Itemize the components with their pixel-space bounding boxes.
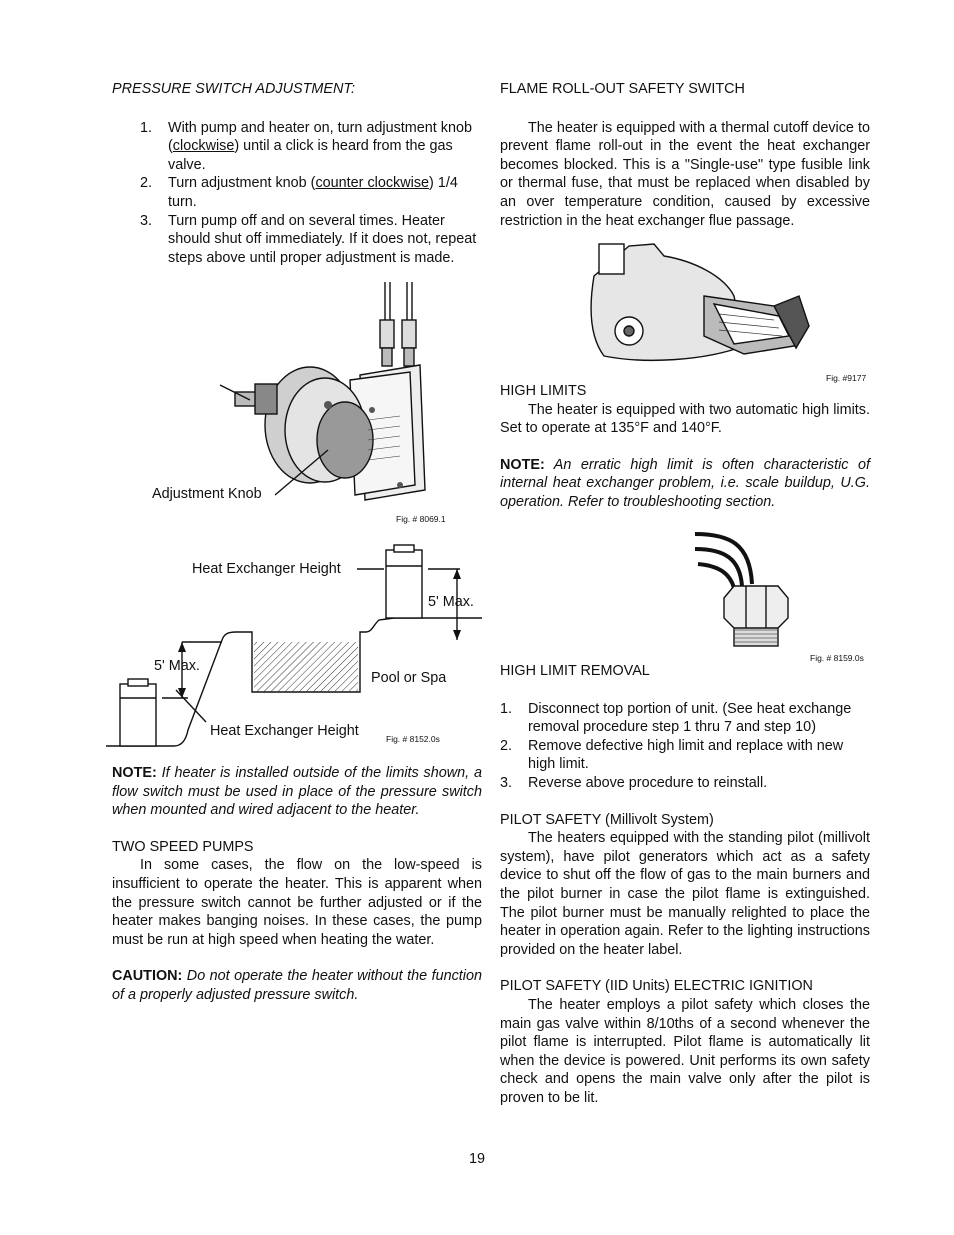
figure-number: Fig. # 8152.0s bbox=[386, 734, 440, 744]
left-column bbox=[112, 80, 482, 267]
high-limit-note: NOTE: An erratic high limit is often characteristic of internal heat exchanger problem, i.e. scale buildup, U.G. operation. Refer to troubleshooting section. bbox=[500, 456, 870, 510]
pressure-steps-list bbox=[112, 119, 482, 268]
pilot-iid-heading: PILOT SAFETY (IID Units) ELECTRIC IGNITION bbox=[500, 978, 813, 995]
heat-exchanger-height-bottom-label: Heat Exchanger Height bbox=[210, 723, 359, 739]
thermal-cutoff-figure bbox=[584, 236, 872, 382]
high-limits-text: The heater is equipped with two automatic high limits. Set to operate at 135°F and 140°F. bbox=[500, 401, 870, 437]
list-item: 2. Remove defective high limit and replace with new high limit. bbox=[500, 737, 844, 773]
list-item: 3. Reverse above procedure to reinstall. bbox=[500, 774, 768, 791]
pool-or-spa-label: Pool or Spa bbox=[371, 670, 447, 686]
pilot-iid-text: The heater employs a pilot safety which closes the main gas valve within 8/10ths of a second whenever the pilot flame is interrupted. Pilot flame is automatically lit when the device is powered. Unit performs its own safety check and opens the main valve only after the pilot is proven to be lit. bbox=[500, 996, 870, 1106]
flame-rollout-heading: FLAME ROLL-OUT SAFETY SWITCH bbox=[500, 81, 745, 97]
pressure-switch-figure bbox=[150, 280, 480, 525]
page-number: 19 bbox=[468, 1151, 485, 1167]
pressure-switch-heading: PRESSURE SWITCH ADJUSTMENT: bbox=[112, 81, 356, 97]
flame-rollout-text: The heater is equipped with a thermal cutoff device to prevent flame roll-out in the event the heat exchanger becomes blocked. This is a "Single-use" type fusible link or thermal fuse, that must be replaced when disabled by an over temperature condition, caused by excessive restriction in the heat exchanger flue passage. bbox=[500, 119, 870, 229]
list-item: 1. With pump and heater on, turn adjustment knob (clockwise) until a click is heard from the gas valve. bbox=[140, 119, 472, 173]
right-column-middle bbox=[500, 382, 870, 512]
list-item: 1. Disconnect top portion of unit. (See heat exchange removal procedure step 1 thru 7 and step 10) bbox=[500, 700, 852, 736]
list-item: 3. Turn pump off and on several times. Heater should shut off immediately. If it does not, repeat steps above until proper adjustment is made. bbox=[140, 212, 477, 266]
pilot-millivolt-heading: PILOT SAFETY (Millivolt System) bbox=[500, 811, 714, 828]
caution-note: CAUTION: Do not operate the heater without the function of a properly adjusted pressure switch. bbox=[112, 968, 482, 1003]
list-item: 2. Turn adjustment knob (counter clockwise) 1/4 turn. bbox=[140, 175, 458, 210]
heat-exchanger-height-top-label: Heat Exchanger Height bbox=[192, 561, 341, 577]
left-column-lower bbox=[112, 764, 482, 1005]
pilot-millivolt-text: The heaters equipped with the standing pilot (millivolt system), have pilot generators which act as a safety device to shut off the flow of gas to the main burners and the pilot burner in case the pilot flame is extinguished. The pilot burner must be manually relighted to place the heater in operation again. Refer to the lighting instructions provided on the heater label. bbox=[500, 830, 870, 958]
thermal-cutoff-illustration bbox=[584, 236, 824, 371]
high-limit-figure bbox=[690, 524, 874, 662]
high-limit-illustration bbox=[690, 524, 800, 654]
max-height-top-label: 5' Max. bbox=[428, 594, 474, 610]
right-column bbox=[500, 80, 870, 230]
max-height-bottom-label: 5' Max. bbox=[154, 658, 200, 674]
heat-exchanger-height-figure bbox=[104, 540, 484, 752]
removal-steps-list bbox=[472, 700, 870, 793]
adjustment-knob-label: Adjustment Knob bbox=[152, 486, 262, 502]
high-limit-removal-heading: HIGH LIMIT REMOVAL bbox=[500, 663, 650, 679]
two-speed-heading: TWO SPEED PUMPS bbox=[112, 838, 254, 855]
high-limits-heading: HIGH LIMITS bbox=[500, 383, 587, 399]
right-column-lower bbox=[500, 662, 870, 1107]
figure-number: Fig. #9177 bbox=[826, 373, 867, 383]
figure-number: Fig. # 8159.0s bbox=[810, 653, 864, 663]
install-note: NOTE: If heater is installed outside of the limits shown, a flow switch must be used in place of the pressure switch when mounted and wired adjacent to the heater. bbox=[112, 765, 482, 819]
figure-number: Fig. # 8069.1 bbox=[396, 514, 446, 524]
two-speed-text: In some cases, the flow on the low-speed is insufficient to operate the heater. This is apparent when the pressure switch cannot be further adjusted or if the heater makes banging noises. In these cases, the pump must be run at high speed when heating the water. bbox=[112, 857, 482, 948]
